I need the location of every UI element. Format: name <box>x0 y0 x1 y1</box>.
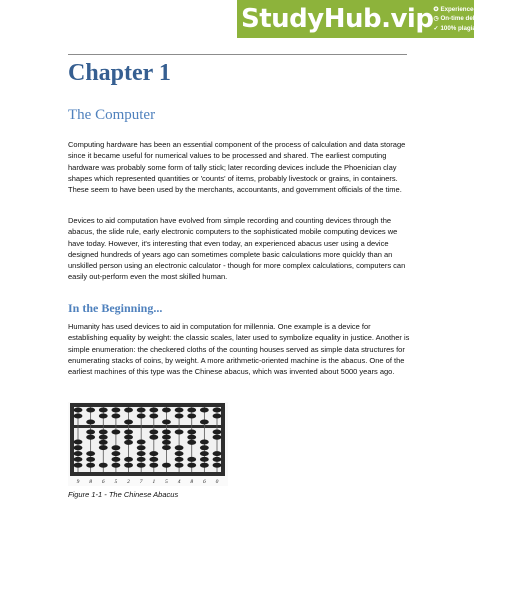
abacus-bead <box>112 430 121 435</box>
abacus-bead <box>200 457 209 462</box>
abacus-bead <box>112 451 121 456</box>
abacus-bead <box>86 451 95 456</box>
abacus-bead <box>99 445 108 450</box>
abacus-bead <box>99 430 108 435</box>
abacus-bead <box>99 414 108 419</box>
abacus-bead <box>175 414 184 419</box>
abacus-bead <box>86 435 95 440</box>
abacus-digit-label: 2 <box>127 479 130 485</box>
body-paragraph: Humanity has used devices to aid in computation for millennia. One example is a device for establishing equality by weight: the classic scales, later used to symbolize equality in justice. Another is simple enumeration: the checkered cloths of the counting houses served as simple data structures for enumerating stacks of coins, by weight. A more arithmetic-oriented machine is the abacus. One of the earliest machines of this type was the Chinese abacus, which was invented about 5000 years ago. <box>68 322 410 377</box>
abacus-bead <box>99 440 108 445</box>
abacus-bead <box>112 457 121 462</box>
abacus-digit-label: 0 <box>215 479 219 485</box>
abacus-bead <box>124 408 133 413</box>
abacus-digit-label: 4 <box>177 479 181 485</box>
abacus-bead <box>187 457 196 462</box>
abacus-bead <box>149 430 158 435</box>
abacus-bead <box>200 420 209 425</box>
abacus-digit-label: 8 <box>190 479 194 485</box>
abacus-digit-label: 1 <box>152 479 156 485</box>
banner-feature-text: On-time delivery <box>440 15 489 23</box>
abacus-bead <box>99 463 108 468</box>
abacus-bead <box>124 457 133 462</box>
section-title: The Computer <box>68 107 156 123</box>
abacus-bead <box>86 408 95 413</box>
abacus-bead <box>187 463 196 468</box>
abacus-bead <box>187 408 196 413</box>
abacus-bead <box>162 420 171 425</box>
studyhub-logo: StudyHub.vip <box>241 4 434 34</box>
abacus-bead <box>162 408 171 413</box>
abacus-bead <box>137 414 146 419</box>
abacus-bead <box>124 420 133 425</box>
banner-feature-text: 100% plagiarism free <box>440 24 503 32</box>
abacus-bead <box>149 457 158 462</box>
abacus-digit-label: 8 <box>89 479 93 485</box>
abacus-bead <box>200 463 209 468</box>
abacus-bead <box>112 414 121 419</box>
check-icon: ✓ <box>433 24 439 32</box>
abacus-bead <box>200 445 209 450</box>
abacus-bead <box>213 451 222 456</box>
abacus-bead <box>124 430 133 435</box>
banner-feature-text: Experienced writers <box>440 6 500 14</box>
abacus-bead <box>149 414 158 419</box>
banner-features <box>433 5 508 33</box>
body-paragraph: Computing hardware has been an essential component of the process of calculation and data storage since it became useful for numerical values to be processed and shared. The earliest computing hardware was probably some form of tally stick; later recording devices include the Phoenician clay shapes which represented quantities or 'counts' of items, probably livestock or grains, in containers. These seem to have been used by the merchants, accountants, and government officials of the time. <box>68 140 406 195</box>
banner-feature-item <box>433 24 502 33</box>
studyhub-banner[interactable] <box>237 0 503 38</box>
abacus-bead <box>175 430 184 435</box>
banner-feature-item <box>433 5 502 14</box>
abacus-bead <box>137 445 146 450</box>
abacus-bead <box>99 435 108 440</box>
abacus-bead <box>162 440 171 445</box>
abacus-bead <box>74 414 83 419</box>
abacus-bead <box>137 440 146 445</box>
abacus-bead <box>137 463 146 468</box>
abacus-bead <box>149 463 158 468</box>
abacus-bead <box>137 451 146 456</box>
abacus-digit-label: 6 <box>202 479 206 485</box>
gear-icon: ✪ <box>433 6 439 14</box>
abacus-bead <box>124 463 133 468</box>
banner-feature-item <box>433 14 502 23</box>
abacus-bead <box>187 440 196 445</box>
abacus-bead <box>175 445 184 450</box>
abacus-bead <box>86 457 95 462</box>
abacus-digit-label: 6 <box>101 479 105 485</box>
abacus-bead <box>213 430 222 435</box>
abacus-bead <box>200 451 209 456</box>
abacus-bead <box>213 408 222 413</box>
subsection-title: In the Beginning... <box>68 301 163 315</box>
abacus-bead <box>74 408 83 413</box>
abacus-bead <box>213 463 222 468</box>
abacus-digit-label: 9 <box>76 479 80 485</box>
abacus-bead <box>175 451 184 456</box>
abacus-bead <box>86 463 95 468</box>
abacus-bead <box>74 451 83 456</box>
abacus-bead <box>74 463 83 468</box>
abacus-bead <box>175 408 184 413</box>
abacus-bead <box>124 435 133 440</box>
abacus-bead <box>175 457 184 462</box>
abacus-bead <box>200 408 209 413</box>
abacus-bead <box>162 445 171 450</box>
abacus-bead <box>187 435 196 440</box>
abacus-bead <box>86 430 95 435</box>
abacus-bead <box>137 408 146 413</box>
abacus-bead <box>74 440 83 445</box>
abacus-bead <box>124 440 133 445</box>
abacus-bead <box>86 420 95 425</box>
clock-icon: ◷ <box>433 15 439 23</box>
abacus-bead <box>149 408 158 413</box>
body-paragraph: Devices to aid computation have evolved from simple recording and counting devices through the abacus, the slide rule, early electronic computers to the sophisticated mobile computing devices we have today. However, it's interesting that even today, an experienced abacus user using a device designed hundreds of years ago can sometimes complete basic calculations more quickly than an unskilled person using an electronic calculator - though for more complex calculations, computers can easily out-perform even the most skilled human. <box>68 216 406 282</box>
abacus-bead <box>175 463 184 468</box>
abacus-bead <box>162 435 171 440</box>
abacus-bead <box>187 414 196 419</box>
abacus-bead <box>112 463 121 468</box>
abacus-bead <box>149 451 158 456</box>
abacus-bead <box>213 414 222 419</box>
abacus-bead <box>213 435 222 440</box>
abacus-bead <box>99 408 108 413</box>
abacus-bead <box>187 430 196 435</box>
abacus-bead <box>112 408 121 413</box>
header-rule <box>68 54 407 55</box>
abacus-bead <box>74 445 83 450</box>
chapter-title: Chapter 1 <box>68 60 171 86</box>
abacus-bead <box>149 435 158 440</box>
abacus-digit-label: 5 <box>114 479 118 485</box>
abacus-bead <box>112 445 121 450</box>
figure-caption: Figure 1-1 - The Chinese Abacus <box>68 490 179 499</box>
abacus-digit-label: 5 <box>165 479 168 485</box>
abacus-bead <box>162 463 171 468</box>
chinese-abacus-image <box>68 402 228 486</box>
abacus-bead <box>162 430 171 435</box>
abacus-digit-label: 7 <box>139 479 143 485</box>
abacus-bead <box>213 457 222 462</box>
abacus-bead <box>137 457 146 462</box>
abacus-bead <box>74 457 83 462</box>
abacus-bead <box>200 440 209 445</box>
